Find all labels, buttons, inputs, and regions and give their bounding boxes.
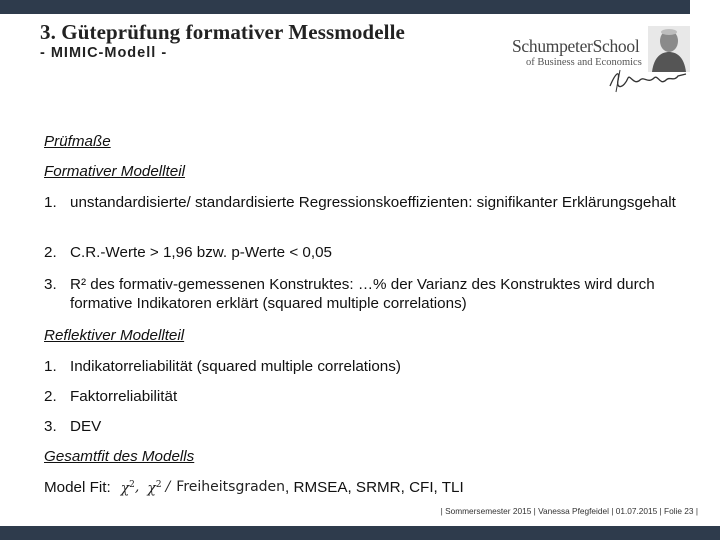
chi-square-symbol: $\chi^2$	[120, 480, 135, 497]
list-item	[44, 243, 684, 262]
list-text: Faktorreliabilität	[70, 388, 178, 405]
chi-square-symbol-2: $\chi^2$	[147, 480, 162, 497]
list-item	[44, 193, 684, 212]
logo-subtitle: of Business and Economics	[526, 57, 642, 68]
list-number: 2.	[44, 388, 57, 405]
fit-indices: , RMSEA, SRMR, CFI, TLI	[285, 478, 464, 496]
list-number: 1.	[44, 194, 57, 211]
list-text: Indikatorreliabilität (squared multiple correlations)	[70, 358, 401, 375]
slide-title: 3. Güteprüfung formativer Messmodelle	[40, 20, 405, 44]
list-item	[44, 357, 684, 376]
bottom-bar	[0, 526, 720, 540]
degrees-of-freedom: Freiheitsgraden	[176, 478, 286, 495]
list-text: C.R.-Werte > 1,96 bzw. p-Werte < 0,05	[70, 244, 332, 261]
model-fit-row	[44, 476, 464, 499]
signature-image	[606, 66, 694, 94]
list-text: DEV	[70, 418, 102, 435]
list-number: 1.	[44, 358, 57, 375]
formative-heading: Formativer Modellteil	[44, 163, 185, 180]
slide-footer: | Sommersemester 2015 | Vanessa Pfegfeidel | 01.07.2015 | Folie 23 |	[440, 506, 698, 516]
formula-separator: ,	[134, 478, 140, 495]
section-title: Prüfmaße	[44, 133, 111, 150]
school-logo	[510, 26, 702, 96]
list-item	[44, 275, 684, 313]
list-number: 2.	[44, 244, 57, 261]
model-fit-label: Model Fit:	[44, 478, 111, 496]
list-item	[44, 387, 684, 406]
fit-heading: Gesamtfit des Modells	[44, 448, 195, 465]
formula-slash: /	[165, 478, 171, 495]
list-text: R² des formativ-gemessenen Konstruktes: …% der Varianz des Konstruktes wird durch formative Indikatoren erklärt (squared multiple correlations)	[70, 276, 655, 312]
list-number: 3.	[44, 418, 57, 435]
reflective-heading: Reflektiver Modellteil	[44, 327, 185, 344]
top-bar	[0, 0, 690, 14]
list-number: 3.	[44, 276, 57, 293]
logo-name: SchumpeterSchool	[512, 36, 640, 56]
slide-subtitle: - MIMIC-Modell -	[40, 45, 168, 61]
list-item	[44, 417, 684, 436]
list-text: unstandardisierte/ standardisierte Regressionskoeffizienten: signifikanter Erklärungsgehalt	[70, 194, 676, 211]
